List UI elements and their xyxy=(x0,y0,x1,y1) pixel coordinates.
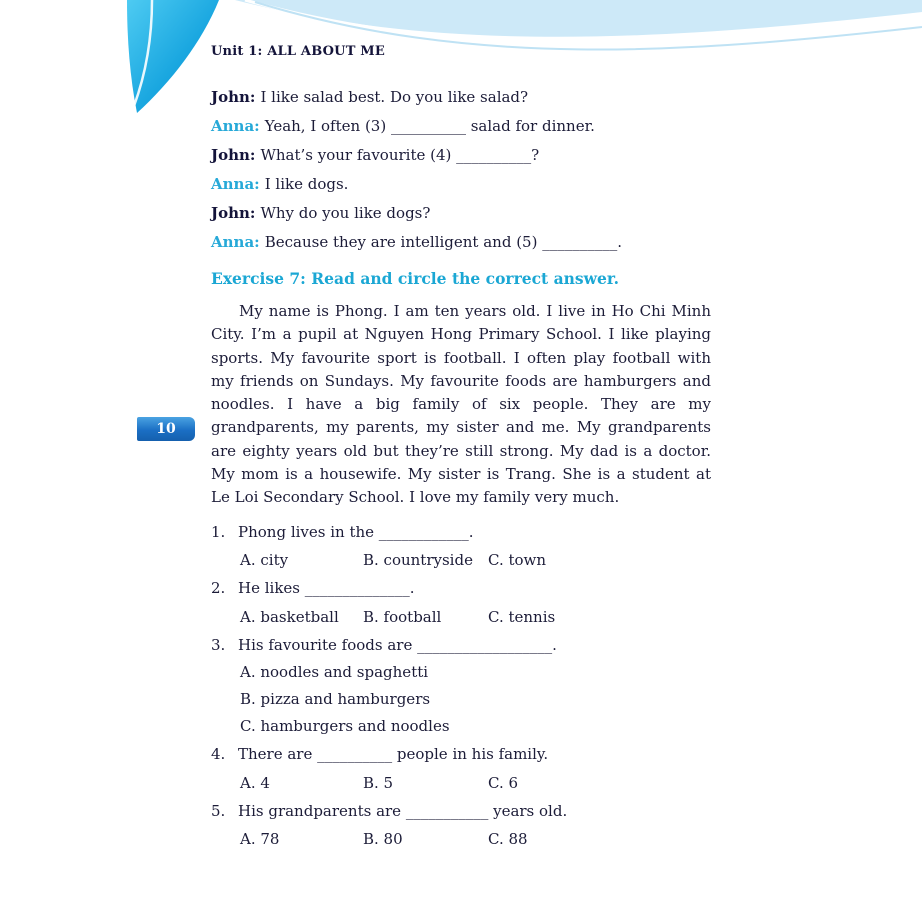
questions-section xyxy=(211,518,711,854)
option-c: C. hamburgers and noodles xyxy=(240,717,450,736)
question-5 xyxy=(211,797,711,854)
top-band-shape xyxy=(235,0,922,37)
reading-passage: My name is Phong. I am ten years old. I live in Ho Chi Minh City. I’m a pupil at Nguyen Hong Primary School. I like playing sports. My favourite sport is football. I often play football with my friends on Sundays. My favourite foods are hamburgers and noodles. I have a big family of six people. They are my grandparents, my parents, my sister and me. My grandparents are eighty years old but they’re still strong. My dad is a doctor. My mom is a housewife. My sister is Trang. She is a student at Le Loi Secondary School. I love my family very much. xyxy=(211,302,711,507)
question-stem xyxy=(211,631,711,660)
speaker-label: John: xyxy=(211,146,256,164)
dialogue-line xyxy=(211,170,711,199)
page-number-badge xyxy=(137,417,195,441)
question-number: 5. xyxy=(211,801,226,820)
speaker-label: John: xyxy=(211,204,256,222)
question-number: 3. xyxy=(211,635,226,654)
question-2 xyxy=(211,574,711,631)
option-a: A. city xyxy=(240,551,289,570)
question-number: 4. xyxy=(211,745,226,764)
question-text: His grandparents are ___________ years old. xyxy=(238,801,568,820)
option-a: A. noodles and spaghetti xyxy=(240,663,429,682)
dialogue-line xyxy=(211,199,711,228)
option-c: C. 88 xyxy=(488,830,528,849)
question-text: Phong lives in the ____________. xyxy=(238,522,474,541)
dialogue-text: Yeah, I often (3) __________ salad for dinner. xyxy=(264,117,595,135)
question-options xyxy=(211,659,711,740)
question-stem xyxy=(211,740,711,769)
option-b: B. pizza and hamburgers xyxy=(240,690,431,709)
exercise-title: Exercise 7: Read and circle the correct answer. xyxy=(211,269,619,288)
option-c: C. town xyxy=(488,551,547,570)
option-c: C. 6 xyxy=(488,773,519,792)
question-stem xyxy=(211,797,711,826)
dialogue-line xyxy=(211,228,711,257)
question-number: 2. xyxy=(211,579,226,598)
question-options xyxy=(211,546,711,574)
speaker-label: Anna: xyxy=(211,117,260,135)
dialogue-text: I like dogs. xyxy=(264,175,349,193)
question-1 xyxy=(211,518,711,575)
option-a: A. 78 xyxy=(240,830,280,849)
page-number: 10 xyxy=(156,421,176,437)
dialogue-line xyxy=(211,141,711,170)
unit-title: Unit 1: ALL ABOUT ME xyxy=(211,44,385,59)
dialogue-line xyxy=(211,112,711,141)
question-3 xyxy=(211,631,711,741)
speaker-label: Anna: xyxy=(211,233,260,251)
question-number: 1. xyxy=(211,522,226,541)
dialogue-text: What’s your favourite (4) __________? xyxy=(260,146,540,164)
speaker-label: Anna: xyxy=(211,175,260,193)
question-stem xyxy=(211,518,711,547)
option-a: A. basketball xyxy=(240,607,339,626)
speaker-label: John: xyxy=(211,88,256,106)
option-c: C. tennis xyxy=(488,607,556,626)
page-content xyxy=(211,44,711,853)
dialogue-text: Because they are intelligent and (5) __________. xyxy=(264,233,622,251)
question-options xyxy=(211,769,711,797)
question-4 xyxy=(211,740,711,797)
question-stem xyxy=(211,574,711,603)
option-b: B. 5 xyxy=(363,773,394,792)
dialogue-section xyxy=(211,83,711,257)
left-wedge-shape xyxy=(127,0,219,113)
question-text: He likes ______________. xyxy=(238,579,415,598)
dialogue-text: Why do you like dogs? xyxy=(260,204,431,222)
option-b: B. countryside xyxy=(363,551,473,570)
option-b: B. 80 xyxy=(363,830,403,849)
question-options xyxy=(211,603,711,631)
question-text: There are __________ people in his family. xyxy=(238,745,549,764)
option-b: B. football xyxy=(363,607,442,626)
option-a: A. 4 xyxy=(240,773,270,792)
dialogue-line xyxy=(211,83,711,112)
question-text: His favourite foods are __________________. xyxy=(238,635,557,654)
question-options xyxy=(211,825,711,853)
dialogue-text: I like salad best. Do you like salad? xyxy=(260,88,529,106)
